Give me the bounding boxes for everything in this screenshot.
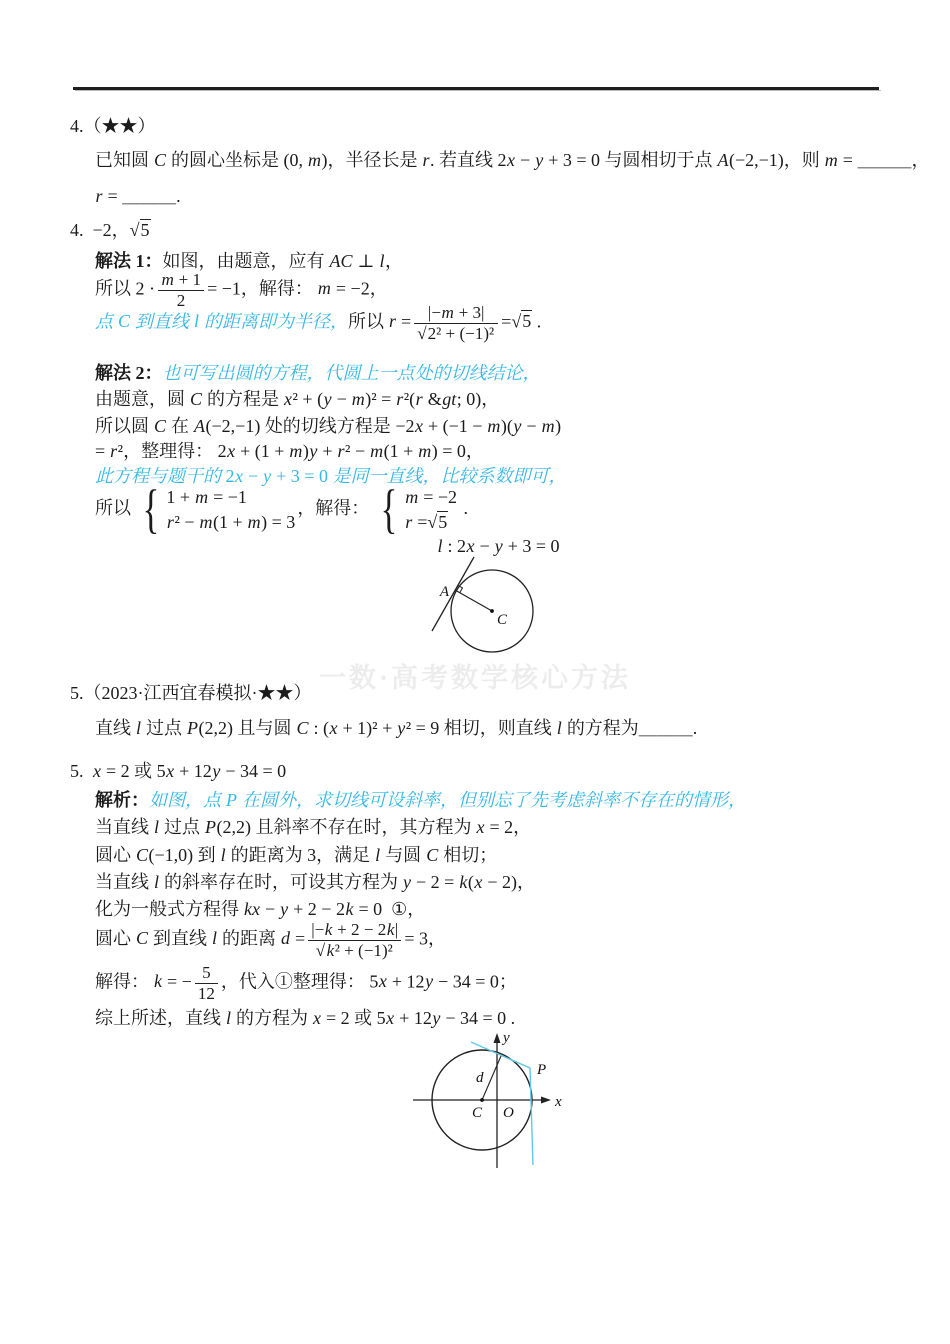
figure2-label-O: O — [503, 1105, 514, 1121]
problem4-solution2-line6: 所以 { 1 + m = −1 r² − m(1 + m) = 3 ，解得： { m = −2 r =√5 . — [95, 479, 469, 540]
problem4-solution1-line2: 所以 2 · $\frac{m + 1}{2}$ = −1，解得： m = −2， — [95, 270, 388, 310]
problem5-analysis-line7: 解得： k = − $\frac{5}{12}$ ，代入①整理得： 5x + 12y − 34 = 0； — [95, 963, 517, 1003]
problem5-analysis-line3: 圆心 C(−1,0) 到 l 的距离为 3，满足 l 与圆 C 相切； — [95, 845, 498, 865]
figure2-x-axis-arrow — [541, 1097, 551, 1104]
figure2-label-d: d — [476, 1070, 484, 1086]
figure1-radius-segment — [455, 590, 492, 611]
problem4-solution2-line3: 所以圆 C 在 A(−2,−1) 处的切线方程是 −2x + (−1 − m)(y − m) — [95, 416, 562, 436]
watermark-text: 一数·高考数学核心方法 — [318, 663, 631, 693]
figure1-tangent-line — [432, 557, 474, 631]
figure2-label-P: P — [537, 1062, 547, 1078]
problem5-analysis-line2: 当直线 l 过点 P(2,2) 且斜率不存在时，其方程为 x = 2， — [95, 817, 532, 837]
problem5-analysis-line8: 综上所述，直线 l 的方程为 x = 2 或 5x + 12y − 34 = 0 . — [95, 1008, 516, 1028]
figure1-center-dot — [490, 609, 494, 613]
figure2-distance-segment — [482, 1056, 501, 1100]
problem5-number-source-difficulty: 5.（2023·江西宜春模拟·★★） — [70, 683, 312, 703]
problem4-answer: 4. −2，√5 — [70, 220, 150, 240]
problem4-solution2-line1: 解法 2：也可写出圆的方程，代圆上一点处的切线结论， — [95, 363, 541, 383]
figure2-label-x: x — [555, 1094, 562, 1110]
figure1-label-A: A — [439, 584, 449, 600]
problem4-solution1-line1: 解法 1：如图，由题意，应有 AC ⊥ l， — [95, 251, 403, 271]
figure1-label-C: C — [497, 612, 508, 628]
figure2-y-axis-arrow — [494, 1033, 501, 1043]
problem5-analysis-line6: 圆心 C 到直线 l 的距离 d = $\frac{|-k + 2 - 2k|}{\text{√k² + (−1)²}}$ = 3， — [95, 920, 446, 960]
problem5-answer: 5. x = 2 或 5x + 12y − 34 = 0 — [70, 761, 287, 781]
figure2-center-dot — [480, 1098, 484, 1102]
figure2-label-C: C — [472, 1105, 483, 1121]
problem4-solution1-line3: 点 C 到直线 l 的距离即为半径，所以 r = $\frac{|-m + 3|}{\text{√2² + (−1)²}}$ =√5 . — [95, 303, 542, 343]
figure1-line-equation-label: l : 2x − y + 3 = 0 — [437, 536, 560, 556]
figure1-tangent-circle-diagram — [398, 550, 573, 665]
figure2-label-y: y — [503, 1030, 510, 1046]
figure2-circle-axes-diagram — [408, 1028, 570, 1178]
problem5-analysis-line4: 当直线 l 的斜率存在时，可设其方程为 y − 2 = k(x − 2)， — [95, 872, 535, 892]
problem4-solution2-line5: 此方程与题干的 2x − y + 3 = 0 是同一直线，比较系数即可， — [95, 466, 567, 486]
problem5-analysis-line1: 解析：如图，点 P 在圆外，求切线可设斜率，但别忘了先考虑斜率不存在的情形， — [95, 790, 746, 810]
problem4-solution2-line4: = r²，整理得： 2x + (1 + m)y + r² − m(1 + m) = 0， — [95, 441, 484, 461]
problem5-analysis-line5: 化为一般式方程得 kx − y + 2 − 2k = 0 ①， — [95, 899, 426, 919]
problem5-statement: 直线 l 过点 P(2,2) 且与圆 C : (x + 1)² + y² = 9 相切，则直线 l 的方程为＿＿＿. — [95, 718, 698, 738]
problem4-number-difficulty: 4.（★★） — [70, 116, 156, 136]
problem4-solution2-line2: 由题意，圆 C 的方程是 x² + (y − m)² = r²(r &gt; 0)， — [95, 389, 500, 409]
problem4-statement-line2: r = ＿＿＿. — [95, 186, 181, 206]
header-rule — [73, 87, 879, 90]
problem4-statement-line1: 已知圆 C 的圆心坐标是 (0, m)，半径长是 r. 若直线 2x − y + 3 = 0 与圆相切于点 A(−2,−1)，则 m = ＿＿＿， — [95, 150, 930, 170]
